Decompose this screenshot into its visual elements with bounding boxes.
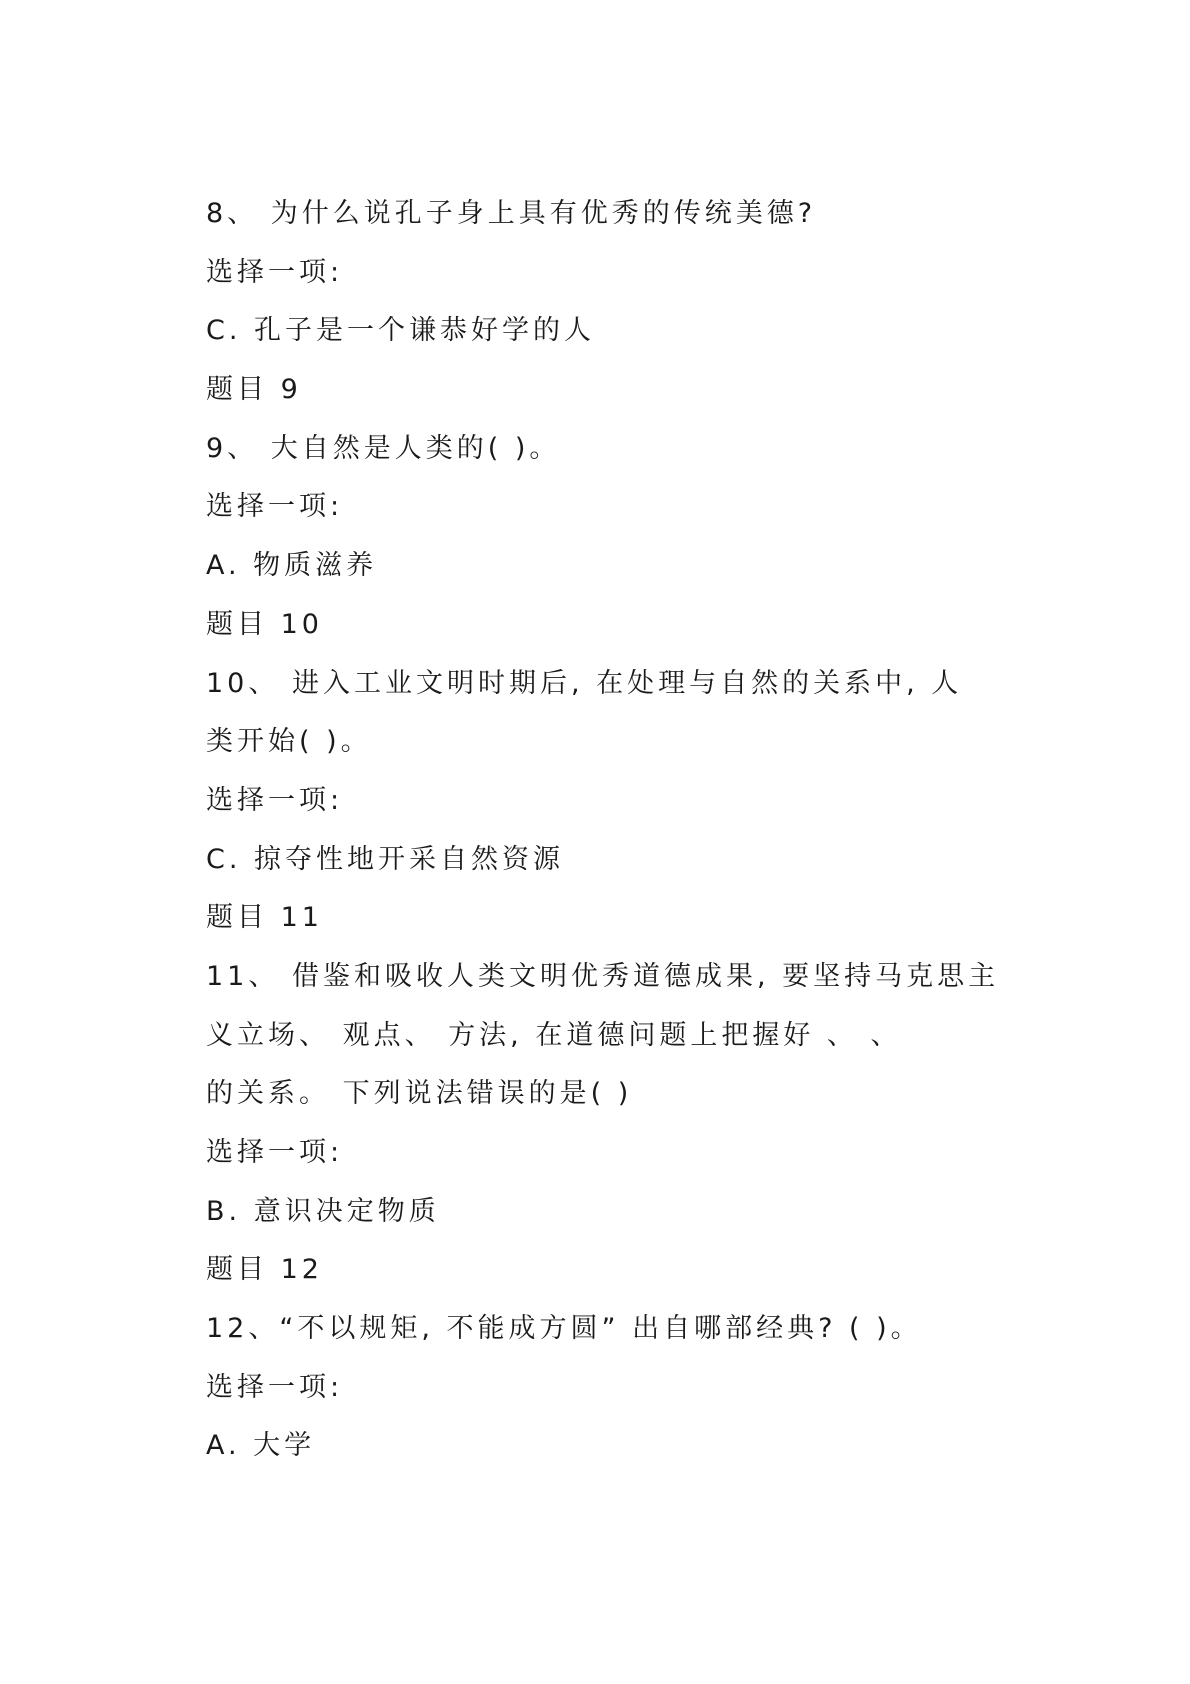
question-11-text-line-3: 的关系。 下列说法错误的是( ): [206, 1078, 633, 1110]
question-11-text-line-2: 义立场、 观点、 方法, 在道德问题上把握好 、 、: [206, 1019, 902, 1051]
question-12-prompt: 选择一项:: [206, 1371, 344, 1403]
question-12-text: 12、“不以规矩, 不能成方圆” 出自哪部经典? ( )。: [206, 1313, 922, 1345]
question-9-text: 9、 大自然是人类的( )。: [206, 432, 561, 464]
question-10-heading: 题目 10: [206, 608, 323, 640]
question-10-text-line-1: 10、 进入工业文明时期后, 在处理与自然的关系中, 人: [206, 667, 963, 699]
question-8-answer: C. 孔子是一个谦恭好学的人: [206, 315, 596, 347]
quiz-content: [206, 185, 1000, 1476]
question-11-answer: B. 意识决定物质: [206, 1195, 440, 1227]
question-12-answer: A. 大学: [206, 1430, 316, 1462]
question-8-text: 8、 为什么说孔子身上具有优秀的传统美德?: [206, 198, 817, 229]
question-11-text-line-1: 11、 借鉴和吸收人类文明优秀道德成果, 要坚持马克思主: [206, 960, 1000, 992]
question-11-prompt: 选择一项:: [206, 1137, 344, 1168]
question-9-answer: A. 物质滋养: [206, 550, 378, 582]
question-10-text-line-2: 类开始( )。: [206, 726, 372, 758]
question-11-heading: 题目 11: [206, 902, 323, 934]
question-9-prompt: 选择一项:: [206, 491, 344, 523]
question-12-heading: 题目 12: [206, 1254, 323, 1286]
question-8-prompt: 选择一项:: [206, 256, 344, 288]
question-10-prompt: 选择一项:: [206, 784, 344, 816]
question-10-answer: C. 掠夺性地开采自然资源: [206, 843, 565, 875]
question-9-heading: 题目 9: [206, 374, 302, 406]
